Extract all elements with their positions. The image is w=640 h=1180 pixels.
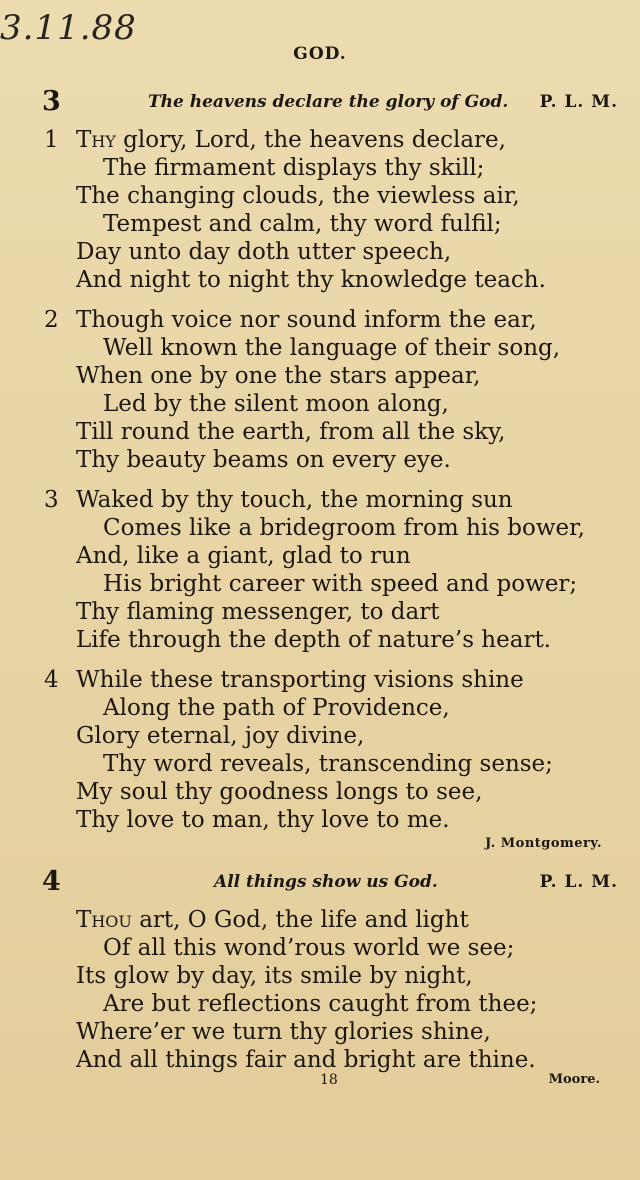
hymn-3-header [0,88,640,118]
hymn-meter: P. L. M. [539,872,618,892]
hymn-number: 3 [42,86,61,117]
verse-line: Thy love to man, thy love to me. [76,807,450,833]
verse-line: Thy beauty beams on every eye. [76,447,451,473]
verse-line: Though voice nor sound inform the ear, [76,307,537,333]
first-word: Thou [76,907,132,933]
hymn-number: 4 [42,866,61,897]
verse-line: While these transporting visions shine [76,667,524,693]
stanza-number: 1 [44,127,59,153]
hymn-title: The heavens declare the glory of God. [148,92,509,112]
verse-line: Along the path of Providence, [103,695,450,721]
verse-line: Led by the silent moon along, [103,391,449,417]
verse-line: Thy glory, Lord, the heavens declare, [76,127,506,153]
verse-line: Day unto day doth utter speech, [76,239,452,265]
running-head: GOD. [293,44,347,64]
verse-line: Of all this wond’rous world we see; [103,935,515,961]
verse-line: Waked by thy touch, the morning sun [76,487,513,513]
verse-line: Comes like a bridegroom from his bower, [103,515,585,541]
verse-line: Tempest and calm, thy word fulfil; [103,211,502,237]
page-number: 18 [320,1072,338,1088]
verse-line: Thou art, O God, the life and light [76,907,469,933]
stanza-number: 2 [44,307,59,333]
verse-line: Well known the language of their song, [103,335,561,361]
hymn-title: All things show us God. [214,872,438,892]
verse-line: Are but reflections caught from thee; [103,991,538,1017]
verse-line: My soul thy goodness longs to see, [76,779,483,805]
verse-line: When one by one the stars appear, [76,363,481,389]
stanza-number: 4 [44,667,59,693]
verse-line: His bright career with speed and power; [103,571,578,597]
verse-line: And night to night thy knowledge teach. [76,267,546,293]
author-credit: Moore. [548,1072,600,1087]
verse-line: Glory eternal, joy divine, [76,723,365,749]
verse-line: Till round the earth, from all the sky, [76,419,506,445]
verse-line: Thy flaming messenger, to dart [76,599,440,625]
hymn-4-header [0,868,640,898]
handwritten-note: 3.11.88 [0,8,137,48]
verse-line: Thy word reveals, transcending sense; [103,751,553,777]
verse-line: The firmament displays thy skill; [103,155,485,181]
verse-line: And, like a giant, glad to run [76,543,411,569]
verse-line: The changing clouds, the viewless air, [76,183,520,209]
stanza-number: 3 [44,487,59,513]
verse-line: Where’er we turn thy glories shine, [76,1019,491,1045]
author-credit: J. Montgomery. [485,836,602,851]
verse-line: Life through the depth of nature’s heart. [76,627,551,653]
hymn-meter: P. L. M. [539,92,618,112]
verse-line: Its glow by day, its smile by night, [76,963,473,989]
verse-line: And all things fair and bright are thine. [76,1047,536,1073]
first-word: Thy [76,127,116,153]
